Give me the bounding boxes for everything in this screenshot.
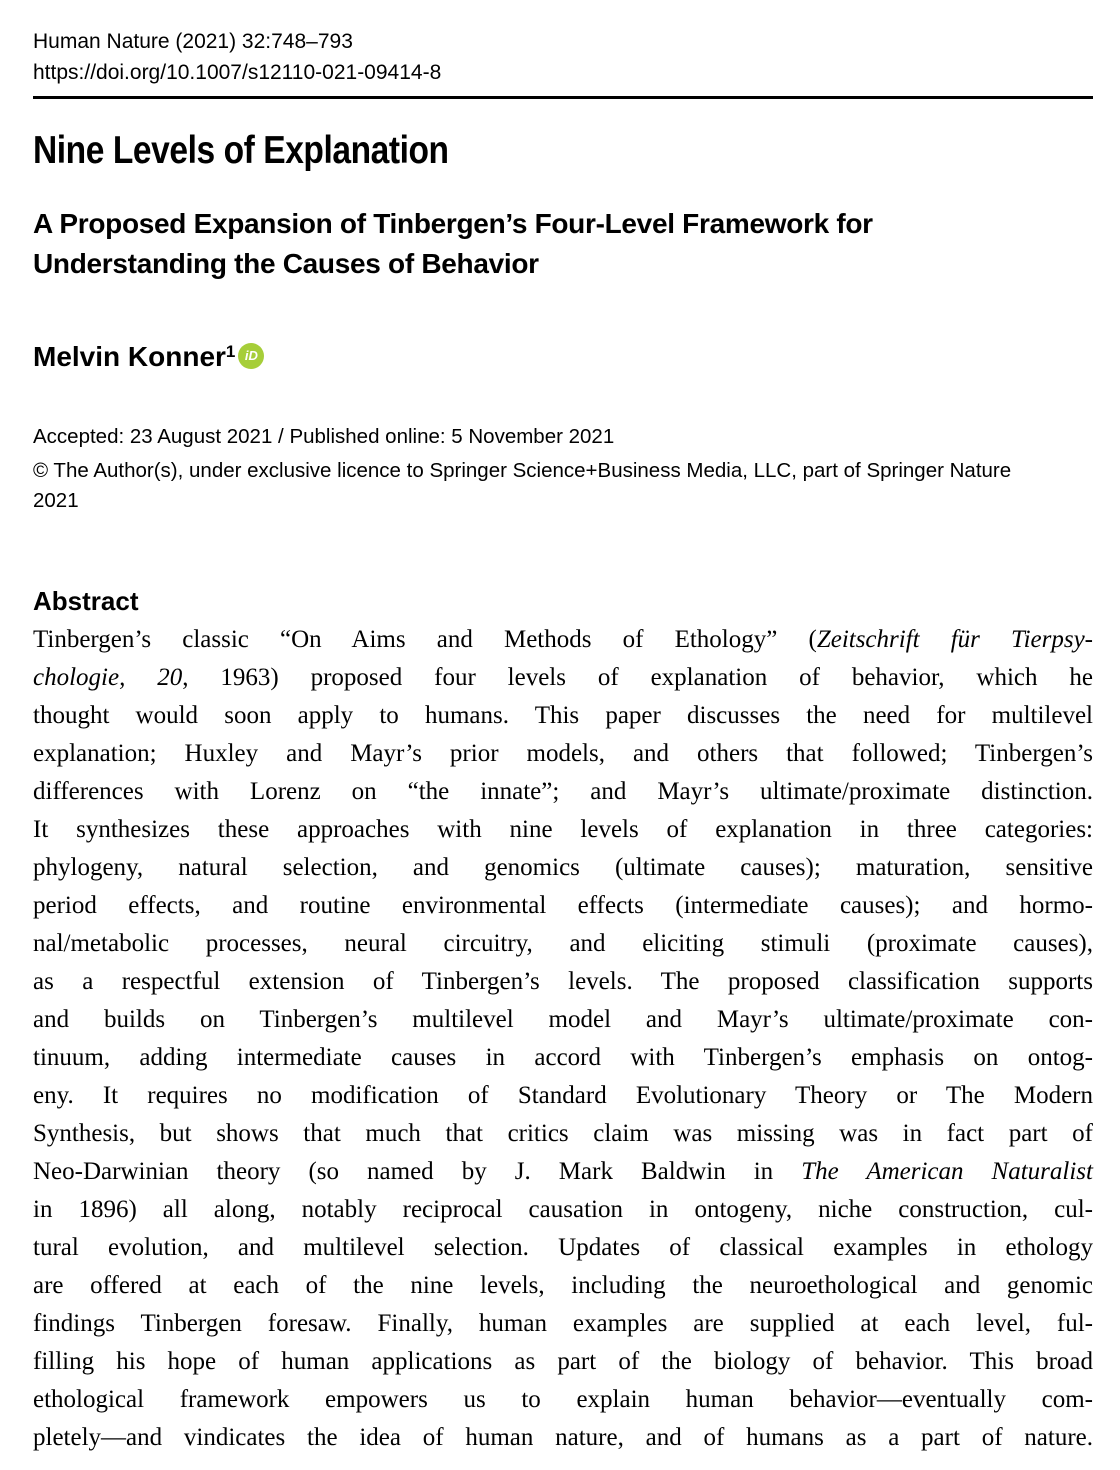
- journal-reference: Human Nature (2021) 32:748–793: [33, 30, 353, 53]
- abstract-line: chologie, 20, 1963) proposed four levels of explanation of behavior, which he: [33, 664, 1093, 691]
- abstract-heading: Abstract: [33, 586, 139, 616]
- abstract-line: Tinbergen’s classic “On Aims and Methods of Ethology” (Zeitschrift für Tierpsy-: [33, 626, 1094, 653]
- abstract-line: as a respectful extension of Tinbergen’s levels. The proposed classification supports: [33, 968, 1093, 995]
- abstract-line: explanation; Huxley and Mayr’s prior models, and others that followed; Tinbergen’s: [33, 740, 1093, 767]
- abstract-line: tinuum, adding intermediate causes in accord with Tinbergen’s emphasis on ontog-: [33, 1044, 1093, 1071]
- author-affiliation-mark: 1: [225, 342, 236, 361]
- abstract-line: ethological framework empowers us to explain human behavior—eventually com-: [33, 1386, 1093, 1413]
- article-title: Nine Levels of Explanation: [33, 129, 449, 172]
- article-subtitle: A Proposed Expansion of Tinbergen’s Four-Level Framework for Understanding the Causes of Behavior: [33, 208, 873, 279]
- abstract-line: phylogeny, natural selection, and genomics (ultimate causes); maturation, sensitive: [33, 854, 1093, 881]
- abstract-line: tural evolution, and multilevel selection. Updates of classical examples in ethology: [33, 1234, 1093, 1261]
- orcid-icon[interactable]: iD: [238, 343, 264, 369]
- acceptance-dates: Accepted: 23 August 2021 / Published online: 5 November 2021: [33, 425, 615, 448]
- abstract-line: pletely—and vindicates the idea of human nature, and of humans as a part of nature.: [33, 1424, 1093, 1451]
- journal-header: [33, 26, 1093, 88]
- copyright-line: © The Author(s), under exclusive licence to Springer Science+Business Media, LLC, part of Springer Nature: [33, 459, 1012, 482]
- abstract-text: [33, 621, 1093, 1457]
- abstract-line: It synthesizes these approaches with nine levels of explanation in three categories:: [33, 816, 1093, 843]
- abstract-line: eny. It requires no modification of Standard Evolutionary Theory or The Modern: [33, 1082, 1093, 1109]
- abstract-line: thought would soon apply to humans. This paper discusses the need for multilevel: [33, 702, 1093, 729]
- abstract-line: period effects, and routine environmental effects (intermediate causes); and hormo-: [33, 892, 1093, 919]
- abstract-line: nal/metabolic processes, neural circuitry, and eliciting stimuli (proximate causes),: [33, 930, 1093, 957]
- doi-link[interactable]: https://doi.org/10.1007/s12110-021-09414-8: [33, 61, 442, 84]
- abstract-line: Synthesis, but shows that much that critics claim was missing was in fact part of: [33, 1120, 1093, 1147]
- abstract-line: Neo-Darwinian theory (so named by J. Mark Baldwin in The American Naturalist: [33, 1158, 1093, 1185]
- author-line: [33, 334, 1093, 375]
- abstract-line: filling his hope of human applications as part of the biology of behavior. This broad: [33, 1348, 1093, 1375]
- copyright-year: 2021: [33, 489, 79, 512]
- abstract-line: in 1896) all along, notably reciprocal causation in ontogeny, niche construction, cul-: [33, 1196, 1093, 1223]
- abstract-line: and builds on Tinbergen’s multilevel model and Mayr’s ultimate/proximate con-: [33, 1006, 1093, 1033]
- abstract-line: are offered at each of the nine levels, including the neuroethological and genomic: [33, 1272, 1093, 1299]
- copyright-notice: [33, 456, 1093, 516]
- author-name: Melvin Konner: [33, 341, 226, 372]
- header-rule: [33, 96, 1093, 99]
- abstract-line: findings Tinbergen foresaw. Finally, human examples are supplied at each level, ful-: [33, 1310, 1093, 1337]
- abstract-line: differences with Lorenz on “the innate”; and Mayr’s ultimate/proximate distinction.: [33, 778, 1093, 805]
